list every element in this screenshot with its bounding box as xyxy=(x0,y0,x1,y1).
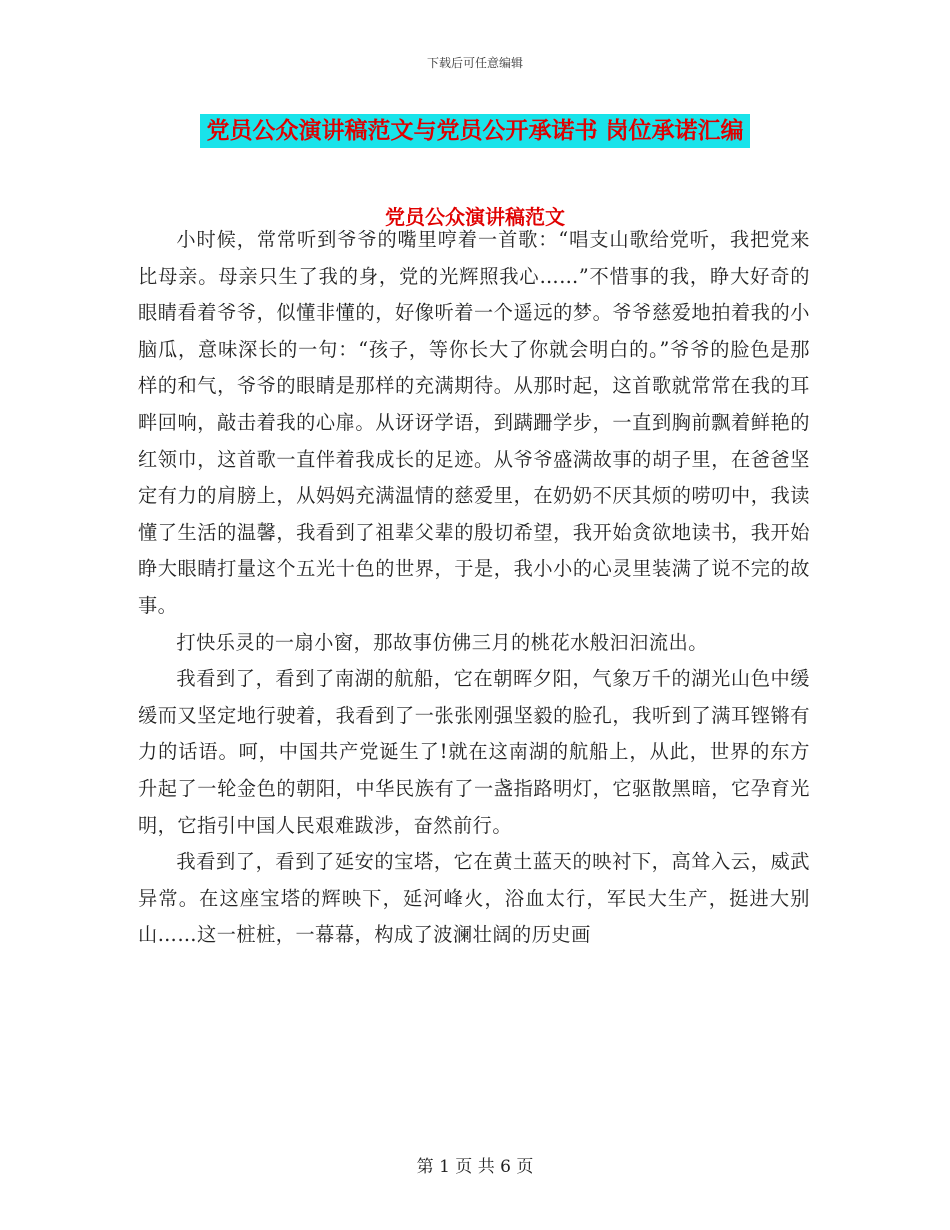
header-note: 下载后可任意编辑 xyxy=(426,56,523,70)
page-number-footer: 第 1 页 共 6 页 xyxy=(416,1157,534,1177)
body-text xyxy=(138,222,810,954)
paragraph: 小时候，常常听到爷爷的嘴里哼着一首歌：“唱支山歌给党听，我把党来比母亲。母亲只生了我的身，党的光辉照我心……”不惜事的我，睁大好奇的眼睛看着爷爷，似懂非懂的，好像听着一个遥远的梦。爷爷慈爱地拍着我的小脑瓜，意味深长的一句：“孩子，等你长大了你就会明白的。”爷爷的脸色是那样的和气，爷爷的眼睛是那样的充满期待。从那时起，这首歌就常常在我的耳畔回响，敲击着我的心扉。从讶讶学语，到蹒跚学步，一直到胸前飘着鲜艳的红领巾，这首歌一直伴着我成长的足迹。从爷爷盛满故事的胡子里，在爸爸坚定有力的肩膀上，从妈妈充满温情的慈爱里，在奶奶不厌其烦的唠叨中，我读懂了生活的温馨，我看到了祖辈父辈的殷切希望，我开始贪欲地读书，我开始睁大眼睛打量这个五光十色的世界，于是，我小小的心灵里装满了说不完的故事。 xyxy=(138,228,810,617)
paragraph: 我看到了，看到了延安的宝塔，它在黄土蓝天的映衬下，高耸入云，威武异常。在这座宝塔的辉映下，延河峰火，浴血太行，军民大生产，挺进大别山……这一桩桩，一幕幕，构成了波澜壮阔的历史画 xyxy=(138,850,810,947)
paragraph: 我看到了，看到了南湖的航船，它在朝晖夕阳，气象万千的湖光山色中缓缓而又坚定地行驶着，我看到了一张张刚强坚毅的脸孔，我听到了满耳铿锵有力的话语。呵，中国共产党诞生了!就在这南湖的航船上，从此，世界的东方升起了一轮金色的朝阳，中华民族有了一盏指路明灯，它驱散黑暗，它孕育光明，它指引中国人民艰难跋涉，奋然前行。 xyxy=(138,667,810,837)
section-title: 党员公众演讲稿范文 xyxy=(385,205,565,229)
document-title: 党员公众演讲稿范文与党员公开承诺书 岗位承诺汇编 xyxy=(200,114,749,148)
document-title-container xyxy=(0,114,950,148)
paragraph: 打快乐灵的一扇小窗，那故事仿佛三月的桃花水般汩汩流出。 xyxy=(176,630,708,654)
